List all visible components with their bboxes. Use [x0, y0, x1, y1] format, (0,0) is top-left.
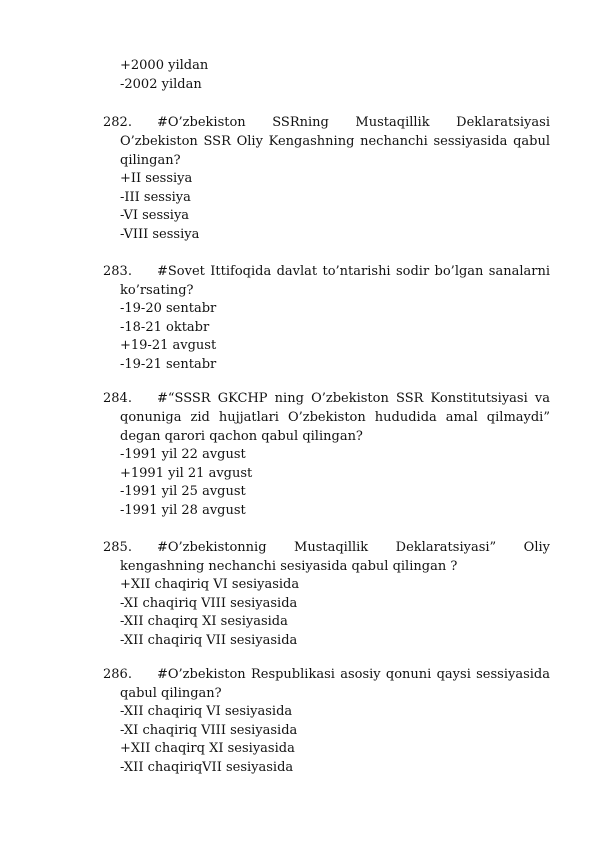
- answer-option: -19-21 sentabr: [120, 356, 217, 372]
- answer-options: [120, 170, 550, 244]
- question-text: #O’zbekistonnig Mustaqillik Deklaratsiyasi” Oliy: [157, 540, 550, 555]
- question-text: #O’zbekiston SSRning Mustaqillik Deklaratsiyasi: [157, 115, 550, 130]
- answer-option: +XII chaqiriq VI sesiyasida: [120, 577, 300, 592]
- answer-option: -1991 yil 22 avgust: [120, 447, 246, 462]
- answer-option: -XII chaqirq XI sesiyasida: [120, 614, 288, 629]
- answer-option: -VIII sessiya: [120, 226, 200, 242]
- question-number: 286.: [103, 667, 132, 682]
- question-283: [103, 262, 550, 374]
- answer-option: -XI chaqiriq VIII sesiyasida: [120, 595, 298, 611]
- question-text: #Sovet Ittifoqida davlat to’ntarishi sodir bo’lgan sanalarni: [157, 264, 550, 279]
- answer-option: -XI chaqiriq VIII sesiyasida: [120, 722, 298, 738]
- answer-option: +XII chaqirq XI sesiyasida: [120, 741, 295, 756]
- answer-option: -XII chaqiriq VI sesiyasida: [120, 704, 293, 719]
- answer-options: [120, 446, 550, 520]
- answer-option: -1991 yil 25 avgust: [120, 484, 246, 499]
- question-text: #“SSSR GKCHP ning O’zbekiston SSR Konstitutsiyasi va: [157, 391, 550, 406]
- answer-options: [120, 576, 550, 650]
- answer-option: +19-21 avgust: [120, 338, 217, 353]
- question-text: kengashning nechanchi sesiyasida qabul qilingan ?: [120, 559, 458, 574]
- question-286: [103, 665, 550, 777]
- question-number: 285.: [103, 540, 132, 555]
- question-text: O’zbekiston SSR Oliy Kengashning nechanchi sessiyasida qabul: [120, 134, 550, 149]
- question-284: [103, 389, 550, 520]
- answer-options: [120, 300, 550, 374]
- answer-option: -III sessiya: [120, 189, 191, 205]
- answer-option: +2000 yildan: [120, 58, 209, 73]
- question-number: 284.: [103, 391, 132, 406]
- question-text: degan qarori qachon qabul qilingan?: [120, 429, 363, 444]
- answer-option: -XII chaqiriqVII sesiyasida: [120, 759, 294, 775]
- answer-option: -1991 yil 28 avgust: [120, 502, 246, 518]
- question-285: [103, 538, 550, 650]
- question-text: ko’rsating?: [120, 283, 194, 298]
- answer-option: -VI sessiya: [120, 208, 190, 223]
- answer-option: -2002 yildan: [120, 77, 202, 92]
- question-text: qabul qilingan?: [120, 686, 222, 701]
- question-282: [103, 113, 550, 244]
- answer-option: +1991 yil 21 avgust: [120, 465, 253, 481]
- question-text: qilingan?: [120, 153, 181, 168]
- question-number: 282.: [103, 115, 132, 130]
- answer-options: [120, 703, 550, 777]
- question-number: 283.: [103, 264, 132, 279]
- question-text: #O’zbekiston Respublikasi asosiy qonuni qaysi sessiyasida: [157, 667, 550, 682]
- answer-option: -XII chaqiriq VII sesiyasida: [120, 632, 298, 648]
- answer-option: +II sessiya: [120, 171, 193, 186]
- answer-option: -18-21 oktabr: [120, 319, 210, 335]
- answer-option: -19-20 sentabr: [120, 301, 217, 316]
- question-text: qonuniga zid hujjatlari O’zbekiston hududida amal qilmaydi”: [120, 410, 550, 425]
